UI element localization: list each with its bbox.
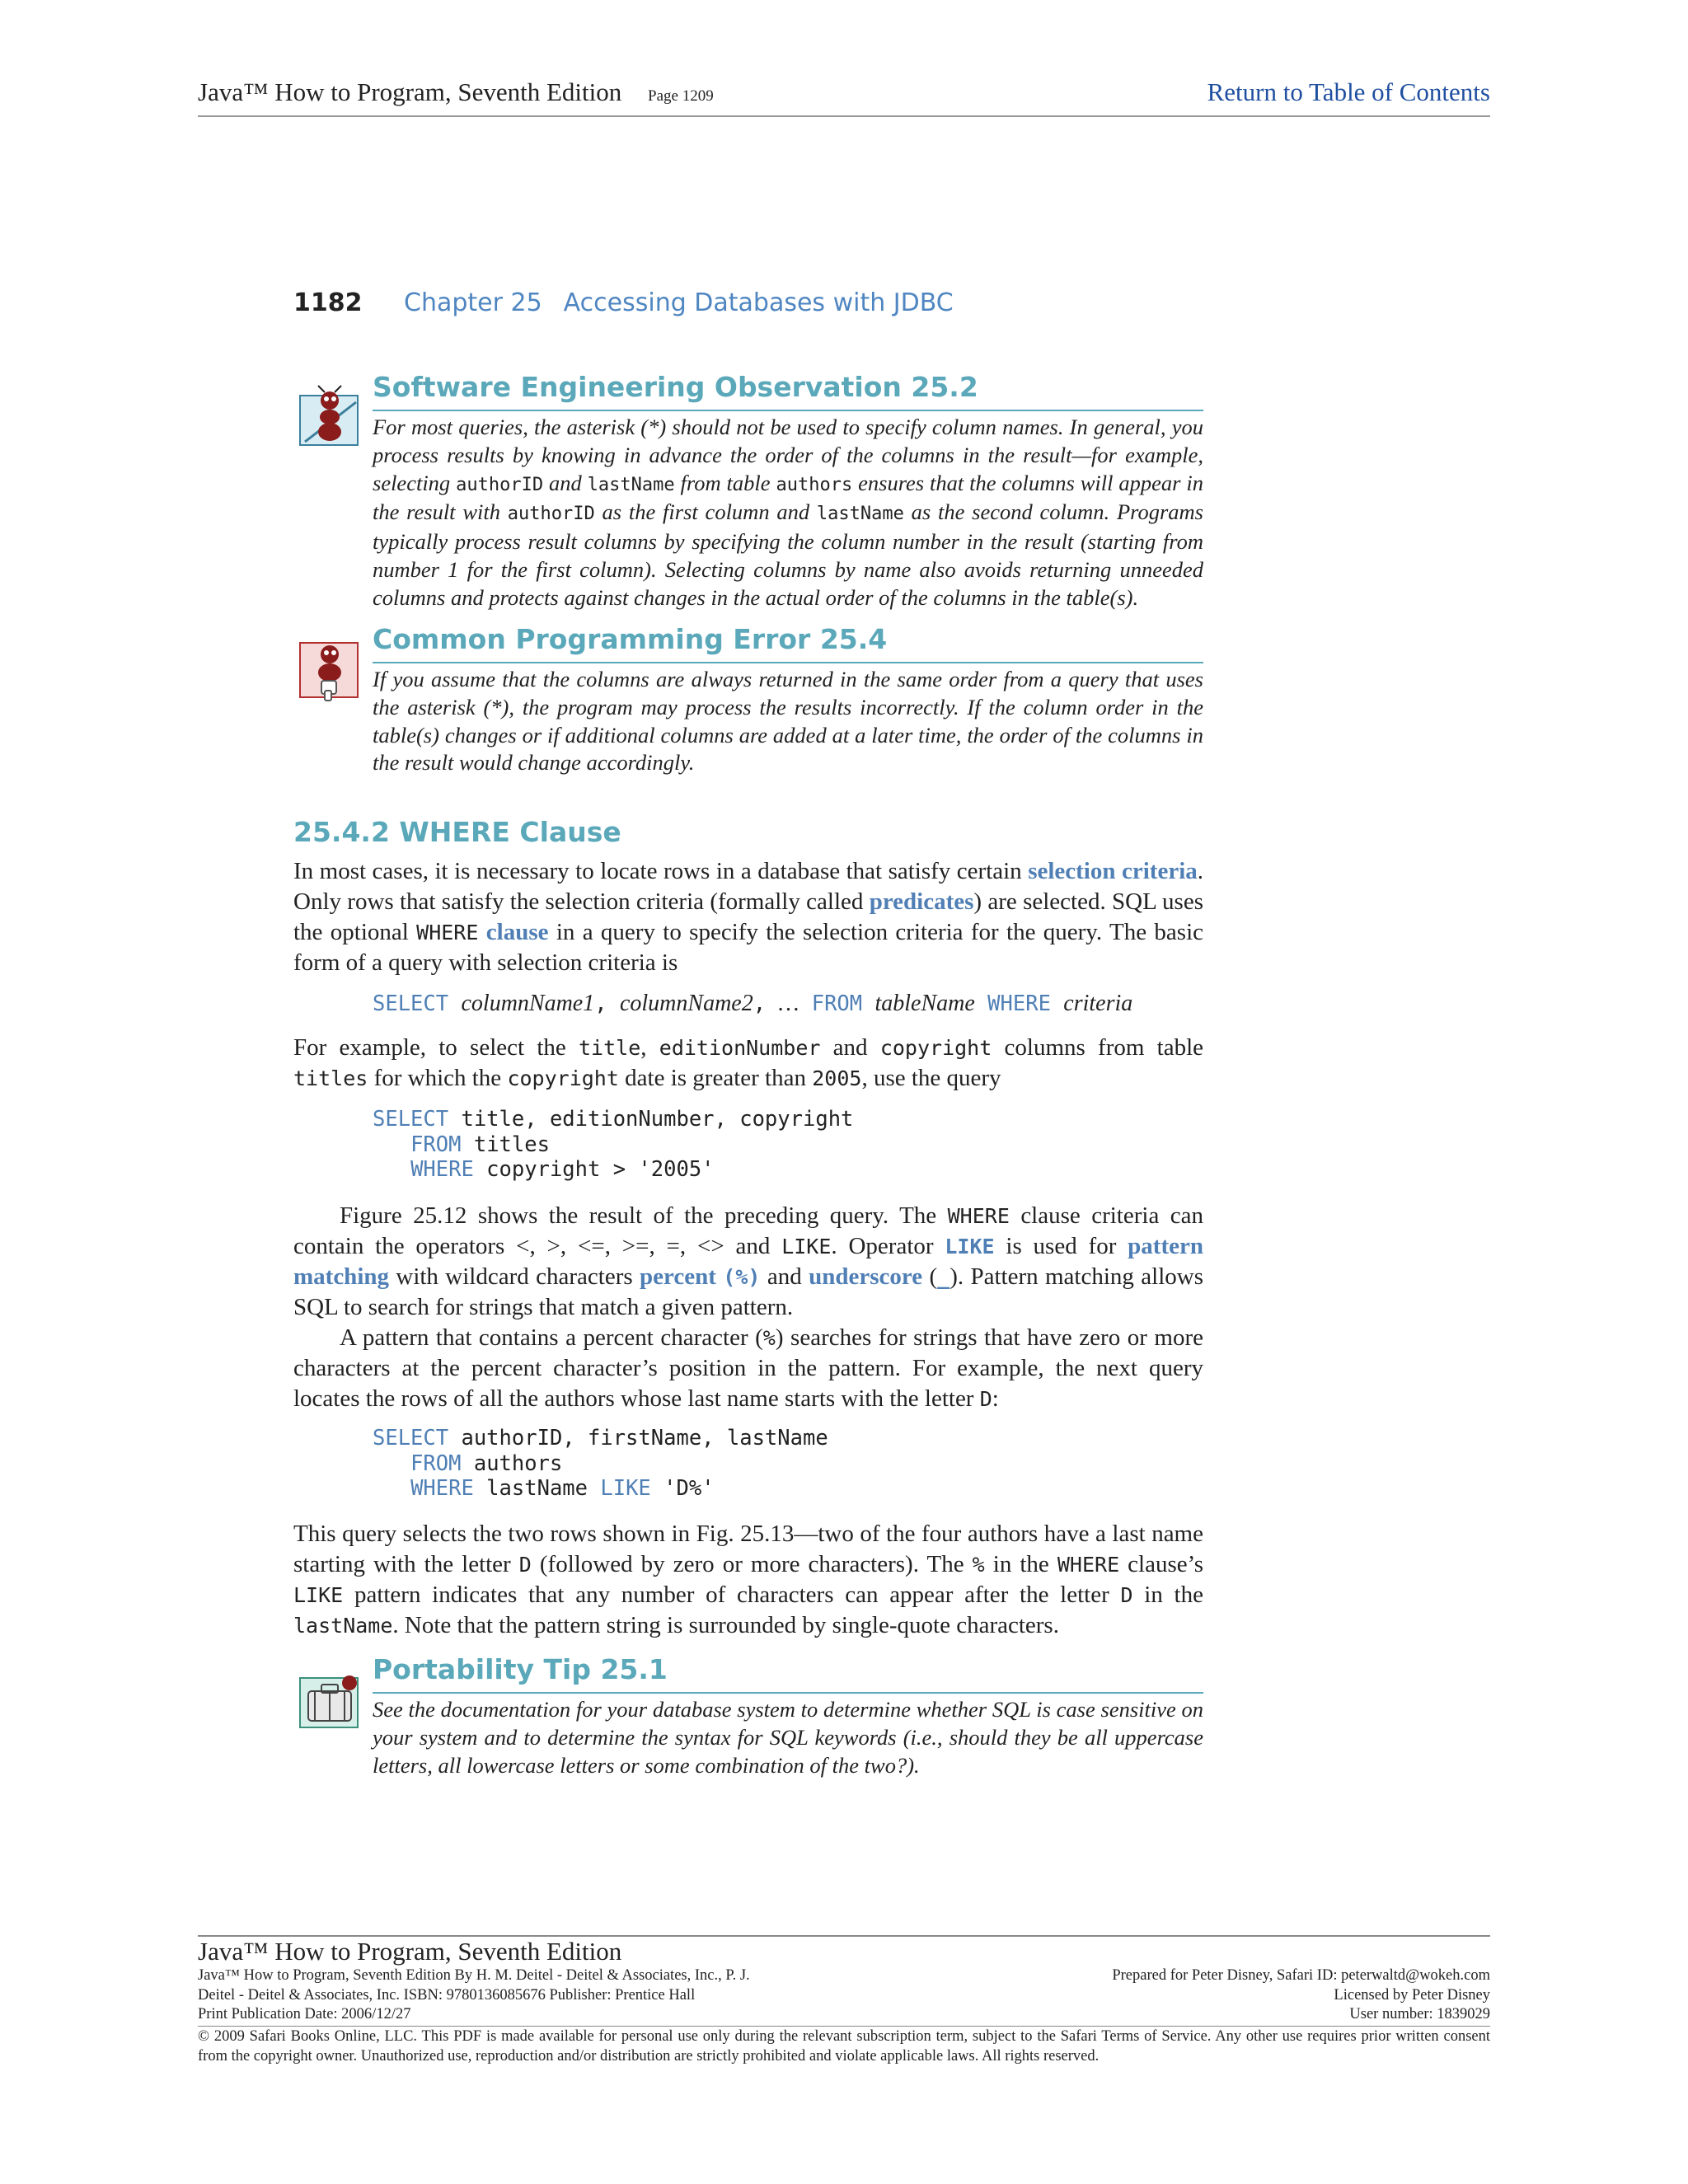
tip-body bbox=[373, 666, 1203, 777]
inline-code: titles bbox=[293, 1066, 368, 1090]
text-run: For most queries, the asterisk (*) should not be used to specify column names. In general, you process results by knowing in advance the order of the columns in the result—for example, selecting bbox=[373, 415, 1203, 495]
code-line bbox=[373, 1157, 853, 1183]
text-run bbox=[478, 919, 485, 945]
footer-publication-info bbox=[198, 1966, 750, 2025]
code-line bbox=[373, 1132, 853, 1158]
text-run bbox=[373, 1451, 410, 1476]
text-run: title, editionNumber, copyright bbox=[448, 1107, 854, 1132]
placeholder-term: columnName2 bbox=[619, 991, 753, 1016]
text-run bbox=[1051, 991, 1063, 1016]
code-line bbox=[373, 1107, 853, 1132]
text-run: : bbox=[992, 1385, 999, 1412]
tip-title-rule bbox=[373, 410, 1203, 411]
inline-code: 2005 bbox=[812, 1066, 862, 1090]
text-run: pattern indicates that any number of characters can appear after the letter bbox=[343, 1582, 1121, 1608]
text-run: as the first column and bbox=[594, 499, 817, 525]
text-run bbox=[975, 991, 987, 1016]
placeholder-term: … bbox=[778, 991, 799, 1016]
key-term: underscore bbox=[809, 1263, 923, 1290]
key-term: predicates bbox=[869, 888, 974, 915]
page-label: Page 1209 bbox=[648, 87, 714, 105]
text-run: ensures that the columns will appear in the result with bbox=[373, 470, 1204, 525]
text-run: clause’s bbox=[1119, 1551, 1203, 1577]
text-run: in the bbox=[984, 1551, 1057, 1577]
sql-keyword: WHERE bbox=[987, 991, 1051, 1016]
tip-body bbox=[373, 1696, 1203, 1779]
text-run: titles bbox=[461, 1132, 550, 1157]
inline-code: WHERE bbox=[416, 921, 479, 944]
chapter-heading bbox=[404, 288, 954, 317]
sql-keyword: SELECT bbox=[373, 1426, 449, 1451]
code-line bbox=[373, 1426, 828, 1451]
text-run bbox=[799, 991, 811, 1016]
inline-code: authorID bbox=[456, 474, 544, 495]
text-run: , use the query bbox=[861, 1065, 1001, 1091]
inline-code: lastName bbox=[816, 504, 904, 525]
text-run: . Only rows that satisfy the selection criteria (formally called bbox=[293, 858, 1203, 915]
sql-keyword: SELECT bbox=[373, 1107, 449, 1132]
text-run bbox=[862, 991, 874, 1016]
book-title-header bbox=[198, 77, 714, 107]
header-divider bbox=[198, 115, 1490, 117]
text-run: If you assume that the columns are always returned in the same order from a query that uses the asterisk (*), the program may process the results incorrectly. If the column order in the table(s) changes or if additional columns are added at a later time, the order of the columns in the result would change accordingly. bbox=[373, 667, 1203, 776]
tip-body bbox=[373, 414, 1203, 612]
inline-code: WHERE bbox=[947, 1204, 1010, 1228]
footer-line: Deitel - Deitel & Associates, Inc. ISBN: 9780136085676 Publisher: Prentice Hall bbox=[198, 1986, 696, 2004]
return-to-toc-link[interactable]: Return to Table of Contents bbox=[1207, 77, 1490, 106]
body-paragraph bbox=[293, 1519, 1203, 1641]
text-run: A pattern that contains a percent character ( bbox=[340, 1324, 763, 1351]
sql-keyword: SELECT bbox=[373, 991, 449, 1016]
footer-book-title: Java™ How to Program, Seventh Edition bbox=[198, 1937, 622, 1966]
text-run: from table bbox=[674, 470, 776, 495]
code-block bbox=[373, 1107, 853, 1183]
copyright-notice: © 2009 Safari Books Online, LLC. This PDF is made available for personal use only during the relevant subscription term, subject to the Safari Terms of Service. Any other use requires prior written consent from the copyright owner. Unauthorized use, reproduction and/or distribution are strictly prohibited and violate applicable laws. All rights reserved. bbox=[198, 2028, 1490, 2064]
text-run: and bbox=[820, 1034, 880, 1061]
text-run: ). Pattern matching allows SQL to search for strings that match a given pattern. bbox=[293, 1263, 1203, 1320]
text-run: This query selects the two rows shown in Fig. 25.13—two of the four authors have a last name starting with the letter bbox=[293, 1521, 1203, 1577]
body-paragraph bbox=[293, 856, 1203, 978]
inline-code: WHERE bbox=[1057, 1553, 1120, 1577]
footer-line: Licensed by Peter Disney bbox=[1334, 1986, 1490, 2004]
text-run: 'D%' bbox=[650, 1476, 715, 1501]
inline-code: % bbox=[972, 1553, 985, 1577]
code-line bbox=[373, 991, 1132, 1017]
footer-line: Prepared for Peter Disney, Safari ID: peterwaltd@wokeh.com bbox=[1112, 1967, 1490, 1984]
body-paragraph bbox=[293, 1033, 1203, 1094]
text-run: ( bbox=[922, 1263, 938, 1290]
text-run bbox=[448, 991, 461, 1016]
key-term-code: _ bbox=[937, 1265, 950, 1289]
inline-code: title bbox=[579, 1036, 641, 1060]
footer-line: Print Publication Date: 2006/12/27 bbox=[198, 2006, 411, 2022]
inline-code: authors bbox=[776, 474, 853, 495]
text-run: copyright > '2005' bbox=[473, 1157, 715, 1182]
tip-title: Portability Tip 25.1 bbox=[373, 1653, 668, 1685]
text-run: For example, to select the bbox=[293, 1034, 579, 1061]
ant-suitcase-icon bbox=[297, 1666, 364, 1734]
text-run: and bbox=[760, 1263, 809, 1290]
code-line bbox=[373, 1451, 828, 1477]
inline-code: D bbox=[518, 1553, 532, 1577]
sql-keyword: FROM bbox=[410, 1132, 462, 1157]
code-block bbox=[373, 991, 1132, 1017]
text-run: Figure 25.12 shows the result of the preceding query. The bbox=[340, 1202, 948, 1229]
inline-code: authorID bbox=[507, 504, 595, 525]
tip-title-rule bbox=[373, 1692, 1203, 1694]
footer-license-info bbox=[1112, 1966, 1490, 2025]
ant-thumbs-down-icon bbox=[297, 636, 364, 704]
key-term: percent bbox=[640, 1263, 716, 1290]
tip-title: Software Engineering Observation 25.2 bbox=[373, 371, 978, 403]
book-title: Java™ How to Program, Seventh Edition bbox=[198, 77, 622, 106]
text-run: clause criteria can contain the operators <, >, <=, >=, =, <> and bbox=[293, 1202, 1203, 1259]
footer-line: Java™ How to Program, Seventh Edition By H. M. Deitel - Deitel & Associates, Inc., P. J. bbox=[198, 1967, 750, 1984]
text-run: ) searches for strings that have zero or more characters at the percent character’s position in the pattern. For example, the next query locates the rows of all the authors whose last name starts with the letter bbox=[293, 1324, 1204, 1412]
code-block bbox=[373, 1426, 828, 1502]
text-run: (followed by zero or more characters). The bbox=[531, 1551, 973, 1577]
chapter-title: Accessing Databases with JDBC bbox=[563, 288, 954, 317]
body-paragraph bbox=[293, 1323, 1203, 1414]
text-run: as the second column. Programs typically process result columns by specifying the column number in the result (starting from number 1 for the first column). Selecting columns by name also avoids returning unneeded columns and protects against changes in the actual order of the columns in the table(s). bbox=[373, 499, 1203, 610]
text-run bbox=[373, 1132, 410, 1157]
sql-keyword: FROM bbox=[410, 1451, 462, 1476]
text-run: authorID, firstName, lastName bbox=[448, 1426, 828, 1451]
text-run bbox=[373, 1157, 410, 1182]
text-run bbox=[373, 1476, 410, 1501]
inline-code: copyright bbox=[879, 1036, 992, 1060]
placeholder-term: columnName1 bbox=[461, 991, 595, 1016]
key-term: clause bbox=[485, 919, 549, 945]
text-run: and bbox=[543, 470, 588, 495]
key-term-code: (%) bbox=[723, 1265, 761, 1289]
text-run: . Operator bbox=[831, 1233, 945, 1259]
key-term-code: LIKE bbox=[945, 1235, 995, 1258]
text-run: ) are selected. SQL uses the optional bbox=[293, 888, 1203, 945]
key-term: selection criteria bbox=[1028, 858, 1198, 884]
tip-title: Common Programming Error 25.4 bbox=[373, 623, 888, 655]
footer-line: User number: 1839029 bbox=[1349, 2006, 1490, 2022]
text-run: is used for bbox=[994, 1233, 1128, 1259]
text-run: , bbox=[594, 991, 620, 1016]
sql-keyword: LIKE bbox=[600, 1476, 651, 1501]
chapter-label: Chapter 25 bbox=[404, 288, 542, 317]
inline-code: D bbox=[979, 1387, 992, 1411]
sql-keyword: WHERE bbox=[410, 1157, 474, 1182]
text-run: , bbox=[753, 991, 779, 1016]
text-run: in a query to specify the selection criteria for the query. The basic form of a query with selection criteria is bbox=[293, 919, 1203, 976]
text-run: . Note that the pattern string is surrounded by single-quote characters. bbox=[392, 1612, 1059, 1638]
sql-keyword: WHERE bbox=[410, 1476, 474, 1501]
code-line bbox=[373, 1476, 828, 1502]
text-run: in the bbox=[1132, 1582, 1203, 1608]
text-run: lastName bbox=[473, 1476, 601, 1501]
page-number: 1182 bbox=[293, 288, 363, 317]
inline-code: lastName bbox=[293, 1614, 393, 1638]
text-run: authors bbox=[461, 1451, 563, 1476]
placeholder-term: tableName bbox=[874, 991, 975, 1016]
inline-code: lastName bbox=[587, 474, 675, 495]
inline-code: % bbox=[762, 1326, 776, 1350]
inline-code: LIKE bbox=[781, 1235, 832, 1258]
ant-engineer-icon bbox=[297, 384, 364, 452]
text-run: See the documentation for your database system to determine whether SQL is case sensitive on your system and to determine the syntax for SQL keywords (i.e., should they be all uppercase letters, all lowercase letters or some combination of the two?). bbox=[373, 1697, 1203, 1778]
text-run: columns from table bbox=[992, 1034, 1204, 1061]
placeholder-term: criteria bbox=[1063, 991, 1133, 1016]
text-run: , bbox=[640, 1034, 659, 1061]
inline-code: copyright bbox=[507, 1066, 619, 1090]
text-run: date is greater than bbox=[618, 1065, 813, 1091]
inline-code: D bbox=[1120, 1583, 1133, 1607]
sql-keyword: FROM bbox=[811, 991, 863, 1016]
inline-code: editionNumber bbox=[659, 1036, 821, 1060]
key-term: pattern matching bbox=[293, 1233, 1203, 1290]
text-run: with wildcard characters bbox=[389, 1263, 640, 1290]
body-paragraph bbox=[293, 1201, 1203, 1323]
text-run: for which the bbox=[368, 1065, 508, 1091]
section-heading: 25.4.2 WHERE Clause bbox=[293, 816, 621, 848]
tip-title-rule bbox=[373, 662, 1203, 663]
text-run: In most cases, it is necessary to locate rows in a database that satisfy certain bbox=[293, 858, 1029, 884]
footer-divider bbox=[198, 2026, 1490, 2027]
inline-code: LIKE bbox=[293, 1583, 344, 1607]
